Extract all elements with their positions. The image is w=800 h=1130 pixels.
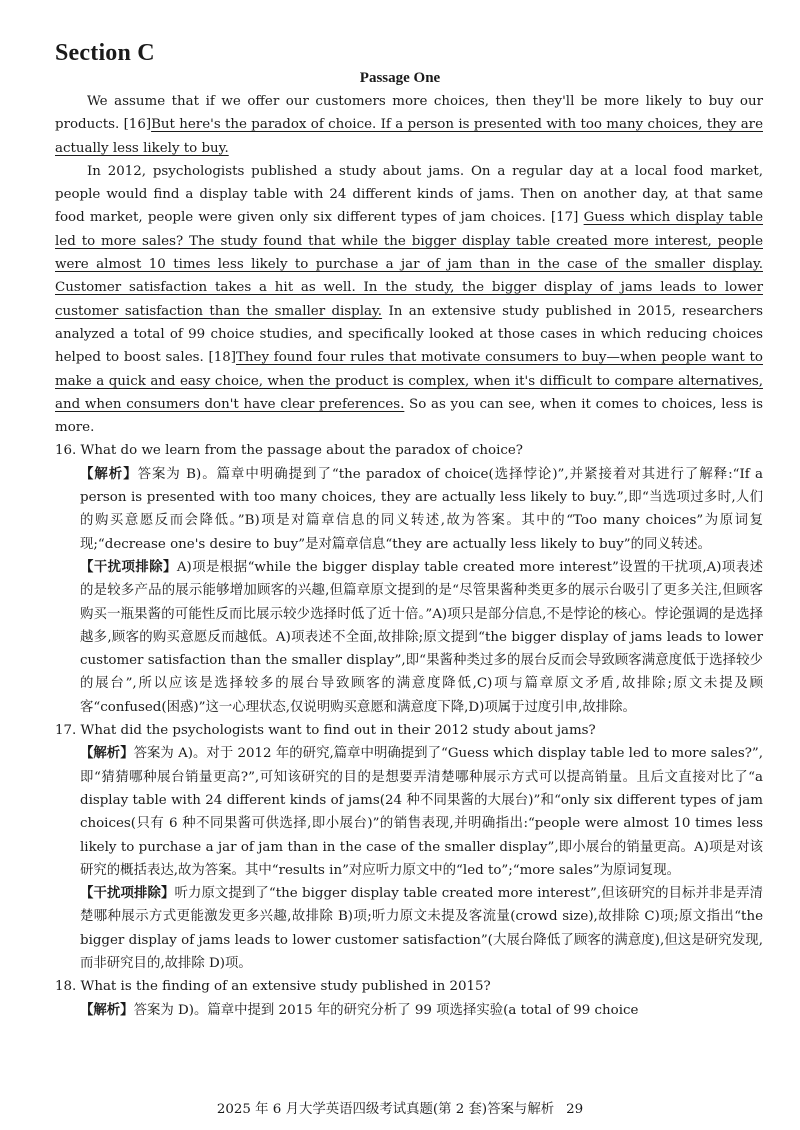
distractor-tag: 【干扰项排除】 [80, 885, 175, 902]
section-title: Section C [55, 40, 155, 66]
analysis-text: 答案为 B)。篇章中明确提到了“the paradox of choice(选择悖论)”,并紧接着对其进行了解释:“If a person is presented with too many choices, they are actually less likely to buy.”,即“当选项过多时,人们的购买意愿反而会降低。”B)项是对篇章信息的同义转述,故为答案。其中的“Too many choices”为原词复现;“decrease one's desire to buy”是对篇章信息“they are actually less likely to buy”的同义转述。 [80, 466, 763, 552]
passage-text: In 2012, psychologists published a study about jams. On a regular day at a local food market, people would find a display table with 24 different kinds of jams. Then on another day, at that same food market, people were given only six different types of jam choices. [17] [55, 163, 763, 226]
analysis-tag: 【解析】 [80, 1001, 134, 1018]
distractor-17 [55, 882, 763, 975]
distractor-text: A)项是根据“while the bigger display table created more interest”设置的干扰项,A)项表述的是较多产品的展示能够增加顾客的兴趣,但篇章原文提到的是“尽管果酱种类更多的展示台吸引了更多关注,但顾客购买一瓶果酱的可能性反而比展示较少选择时低了近十倍。”A)项只是部分信息,不是悖论的核心。悖论强调的是选择越多,顾客的购买意愿反而越低。A)项表述不全面,故排除;原文提到“the bigger display of jams leads to lower customer satisfaction than the smaller display”,即“果酱种类过多的展台反而会导致顾客满意度低于选择较少的展台”,所以应该是选择较多的展台导致顾客的满意度降低,C)项与篇章原文矛盾,故排除;原文未提及顾客“confused(困惑)”这一心理状态,仅说明购买意愿和满意度下降,D)项属于过度引申,故排除。 [80, 559, 763, 715]
question-18: 18. What is the finding of an extensive study published in 2015? [55, 979, 491, 995]
analysis-tag: 【解析】 [80, 465, 138, 482]
distractor-text: 听力原文提到了“the bigger display table created more interest”,但该研究的目标并非是弄清楚哪种展示方式更能激发更多兴趣,故排除 B)项;听力原文未提及客流量(crowd size),故排除 C)项;原文指出“the bigger display of jams leads to lower customer satisfaction”(大展台降低了顾客的满意度),但这是研究发现,而非研究目的,故排除 D)项。 [80, 886, 763, 971]
footer-title: 2025 年 6 月大学英语四级考试真题(第 2 套)答案与解析 [216, 1102, 555, 1117]
passage-paragraph-2 [55, 160, 763, 440]
underlined-key-sentence-17: Guess which display table led to more sales? The study found that while the bigger display table created more interest, people were almost 10 times less likely to purchase a jar of jam than in the case of the smaller display. Customer satisfaction takes a hit as well. In the study, the bigger display of jams leads to lower customer satisfaction than the smaller display. [55, 210, 763, 319]
distractor-tag: 【干扰项排除】 [80, 558, 177, 575]
question-17: 17. What did the psychologists want to find out in their 2012 study about jams? [55, 723, 596, 739]
analysis-18 [55, 999, 763, 1022]
underlined-key-sentence-16: But here's the paradox of choice. If a person is presented with too many choices, they are actually less likely to buy. [55, 117, 763, 156]
passage-title: Passage One [359, 70, 441, 86]
analysis-16 [55, 463, 763, 556]
document-body [55, 90, 763, 1022]
passage-text: In an extensive study published in 2015, researchers analyzed a total of 99 choice studies, and specifically looked at those cases in which reducing choices helped to boost sales. [18] [55, 303, 763, 366]
analysis-text: 答案为 A)。对于 2012 年的研究,篇章中明确提到了“Guess which display table led to more sales?”,即“猜猜哪种展台销量更高?”,可知该研究的目的是想要弄清楚哪种展示方式可以提高销量。且后文直接对比了“a display table with 24 different kinds of jams(24 种不同果酱的大展台)”和“only six different types of jam choices(只有 6 种不同果酱可供选择,即小展台)”的销售表现,并明确指出:“people were almost 10 times less likely to purchase a jar of jam than in the case of the smaller display”,即小展台的销量更高。A)项是对该研究的概括表达,故为答案。其中“results in”对应听力原文中的“led to”;“more sales”为原词复现。 [80, 746, 763, 878]
passage-text: So as you can see, when it comes to choices, less is more. [55, 396, 763, 436]
question-16: 16. What do we learn from the passage about the paradox of choice? [55, 443, 523, 459]
passage-paragraph-1 [55, 90, 763, 160]
page-footer [0, 1098, 800, 1117]
analysis-17 [55, 742, 763, 882]
passage-text: We assume that if we offer our customers more choices, then they'll be more likely to buy our products. [16] [55, 94, 763, 133]
underlined-key-sentence-18: They found four rules that motivate consumers to buy—when people want to make a quick and easy choice, when the product is complex, when it's difficult to compare alternatives, and when consumers don't have clear preferences. [55, 350, 763, 412]
analysis-text: 答案为 D)。篇章中提到 2015 年的研究分析了 99 项选择实验(a total of 99 choice [133, 1002, 639, 1018]
analysis-tag: 【解析】 [80, 745, 134, 762]
distractor-16 [55, 556, 763, 719]
page-number: 29 [566, 1102, 584, 1117]
